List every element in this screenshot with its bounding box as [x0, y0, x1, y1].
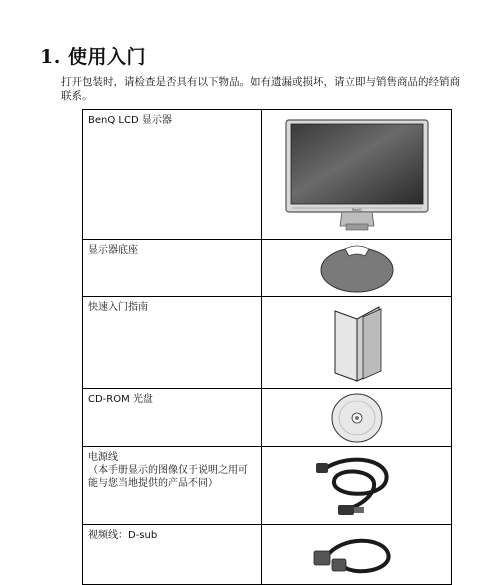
- monitor-base-icon: [317, 244, 397, 294]
- quick-start-guide-icon: [327, 301, 387, 385]
- svg-text:BenQ: BenQ: [351, 208, 362, 212]
- package-contents-table: [82, 109, 452, 585]
- table-row: [83, 110, 452, 240]
- table-row: [83, 447, 452, 525]
- item-label: 电源线: [88, 452, 118, 463]
- intro-text: 打开包装时，请检查是否具有以下物品。如有遗漏或损坏，请立即与销售商品的经销商联系。: [61, 76, 460, 102]
- power-cord-icon: [312, 451, 402, 521]
- item-note: （本手册显示的图像仅于说明之用可能与您当地提供的产品不同）: [88, 465, 248, 489]
- item-image-cd: [262, 389, 452, 447]
- item-image-monitor: [262, 110, 452, 240]
- cd-rom-icon: [327, 391, 387, 445]
- item-label-monitor: BenQ LCD 显示器: [83, 110, 262, 240]
- item-label-cd: CD-ROM 光盘: [83, 389, 262, 447]
- table-row: [83, 297, 452, 389]
- table-row: [83, 240, 452, 297]
- item-label-power-cord: [83, 447, 262, 525]
- section-heading: 1. 使用入门: [40, 46, 146, 68]
- item-image-base: [262, 240, 452, 297]
- item-label-dsub: 视频线：D-sub: [83, 525, 262, 585]
- item-image-dsub: [262, 525, 452, 585]
- item-image-power-cord: [262, 447, 452, 525]
- lcd-monitor-icon: [282, 116, 432, 236]
- d-sub-cable-icon: [312, 531, 402, 581]
- item-image-guide: [262, 297, 452, 389]
- item-label-guide: 快速入门指南: [83, 297, 262, 389]
- table-row: [83, 525, 452, 585]
- item-label-base: 显示器底座: [83, 240, 262, 297]
- table-row: [83, 389, 452, 447]
